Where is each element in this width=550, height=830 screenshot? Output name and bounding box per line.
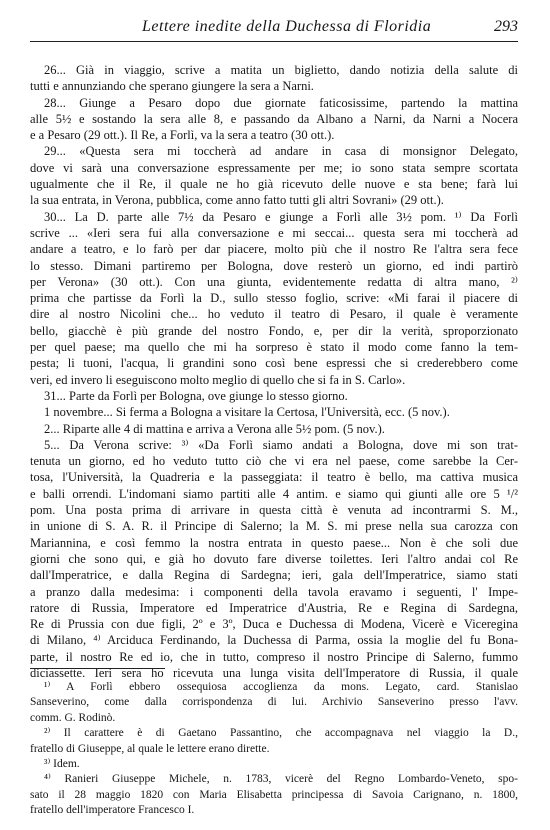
body-text [30,62,518,681]
footnote-rule [30,668,165,669]
text-line: pom. Una posta prima di arrivare in questa città è venuta ad incontrarmi S. M., [30,503,518,518]
running-title: Lettere inedite della Duchessa di Floridia [142,18,432,35]
text-line: veri, ed invero li eseguiscono molto meglio di quello che si fa in S. Carlo». [30,372,406,387]
text-line: andare a teatro, e lo farò per dar piacere, molto più che il nostro Re l'altra sera fece [30,242,518,257]
text-line: 1 novembre... Si ferma a Bologna a visitare la Certosa, l'Università, ecc. (5 nov.). [44,405,450,420]
footnote-line: ²⁾ Il carattere è di Gaetano Passantino, che accompagnava nel viaggio la D., [44,727,518,740]
text-line: 29... «Questa sera mi toccherà ad andare in casa di monsignor Delegato, [44,144,518,159]
text-line: Re di Prussia con due figli, 2º e 3º, Duca e Duchessa di Modena, Vicerè e Viceregina [30,617,518,632]
footnote-line: sato il 28 maggio 1820 con Maria Elisabetta principessa di Savoia Carignano, n. 1800, [30,788,518,801]
page-header [30,18,518,40]
text-line: bello, giacchè è più grande del nostro Fondo, e, per dir la verità, sproporzionato [30,323,518,338]
text-line: ugualmente che il Re, il quale ne ho già ricevuto delle nuove e sta bene; farà lui [30,177,518,192]
text-line: 26... Già in viaggio, scrive a matita un biglietto, dando notizia della salute di [44,63,518,77]
text-line: pesta; li tuoni, l'acqua, li grandini sono così bene espressi che si crederebbero come [30,356,518,371]
footnote-line: fratello dell'imperatore Francesco I. [30,804,195,817]
text-line: 31... Parte da Forlì per Bologna, ove giunge lo stesso giorno. [44,388,348,403]
text-line: e balli orrendi. L'indomani siamo partiti alle 4 antim. e siamo qui giunti alle ore 5 ¹/² [30,486,518,501]
text-line: tutti e annunziando che sperano giungere la sera a Narni. [30,79,314,94]
text-line: a pranzo dalla medesima: i componenti della tavola eravamo i seguenti, l' Impe- [30,584,518,599]
text-line: per quel paese; ma quello che mi ha sorpreso è stato il modo come fanno la tem- [30,340,518,355]
text-line: giorni che sono qui, e già ho dovuto fare diverse toilettes. Ieri l'altro andai col Re [30,551,518,566]
page-number: 293 [494,18,518,35]
text-line: parte, il nostro Re ed io, che in tutto, compreso il nostro Principe di Salerno, fummo [30,649,518,664]
text-line: 5... Da Verona scrive: ³⁾ «Da Forlì siamo andati a Bologna, dove mi son trat- [44,437,518,452]
text-line: in unione di S. A. R. il Principe di Salerno; la M. S. mi prese nella sua carozza con [30,519,518,534]
text-line: 2... Riparte alle 4 di mattina e arriva a Verona alle 5½ pom. (5 nov.). [44,421,385,436]
header-rule [30,41,518,42]
footnote-line: ³⁾ Idem. [44,758,80,771]
text-line: dall'Imperatrice, e dalla Regina di Sardegna; ieri, gala dell'Imperatrice, siamo stati [30,568,518,583]
text-line: dove vi sarà una conversazione espressamente per me; io sono stata sempre scortata [30,160,518,175]
footnote-line: ¹⁾ A Forlì ebbero ossequiosa accoglienza da mons. Legato, card. Stanislao [44,681,518,693]
text-line: 28... Giunge a Pesaro dopo due giornate faticosissime, partendo la mattina [44,95,518,110]
text-line: lo stesso. Dimani partiremo per Bologna, dove resterò un giorno, ed indi partirò [30,258,518,273]
text-line: ratore di Russia, Imperatore ed Imperatrice d'Austria, Re e Regina di Sardegna, [30,600,518,615]
text-line: 30... La D. parte alle 7½ da Pesaro e giunge a Forlì alle 3½ pom. ¹⁾ Da Forlì [44,209,518,224]
footnote-line: Sanseverino, come dalla corrispondenza di lui. Archivio Sanseverino presso l'avv. [30,696,518,709]
footnote-line: ⁴⁾ Ranieri Giuseppe Michele, n. 1783, vicerè del Regno Lombardo-Veneto, spo- [44,773,518,786]
text-line: dire al nostro Nicolini che... ho veduto il teatro di Pesaro, il quale è veramente [30,307,518,322]
text-line: tenuta un giorno, ed ho veduto tutto ciò che vi era nel paese, come sarebbe la Cer- [30,454,518,469]
text-line: Mariannina, e così femmo la nostra entrata in questo paese... Non è che soli due [30,535,518,550]
text-line: diciassette. Ieri sera ho ricevuta una lunga visita dell'Imperatore di Russia, il quale [30,665,518,680]
text-line: la sua entrata, in Verona, pubblica, come anno fatto tutti gli altri Sovrani» (29 ott.). [30,193,444,208]
text-line: per Verona» (30 ott.). Con una giunta, evidentemente redatta di altra mano, ²⁾ [30,274,518,289]
footnote-line: fratello di Giuseppe, al quale le lettere erano dirette. [30,742,270,755]
footnotes [30,680,518,819]
text-line: alle 5½ e sostando la sera alle 8, e passando da Albano a Narni, da Narni a Nocera [30,111,518,126]
footnote-line: comm. G. Rodinò. [30,711,116,724]
text-line: e a Pesaro (29 ott.). Il Re, a Forlì, va la sera a teatro (30 ott.). [30,128,335,143]
text-line: tosa, l'Università, la Quadreria e la passeggiata: il teatro è bello, ma cattiva musica [30,470,518,485]
text-line: di Milano, ⁴⁾ Arciduca Ferdinando, la Duchessa di Parma, ossia la moglie del fu Bona- [30,633,518,648]
text-line: prima che partisse da Forlì la D., sullo stesso foglio, scrive: «Mi farai il piacere di [30,291,518,306]
text-line: scrive ... «Ieri sera fui alla conversazione e mi seccai... questa sera mi toccherà ad [30,225,518,240]
